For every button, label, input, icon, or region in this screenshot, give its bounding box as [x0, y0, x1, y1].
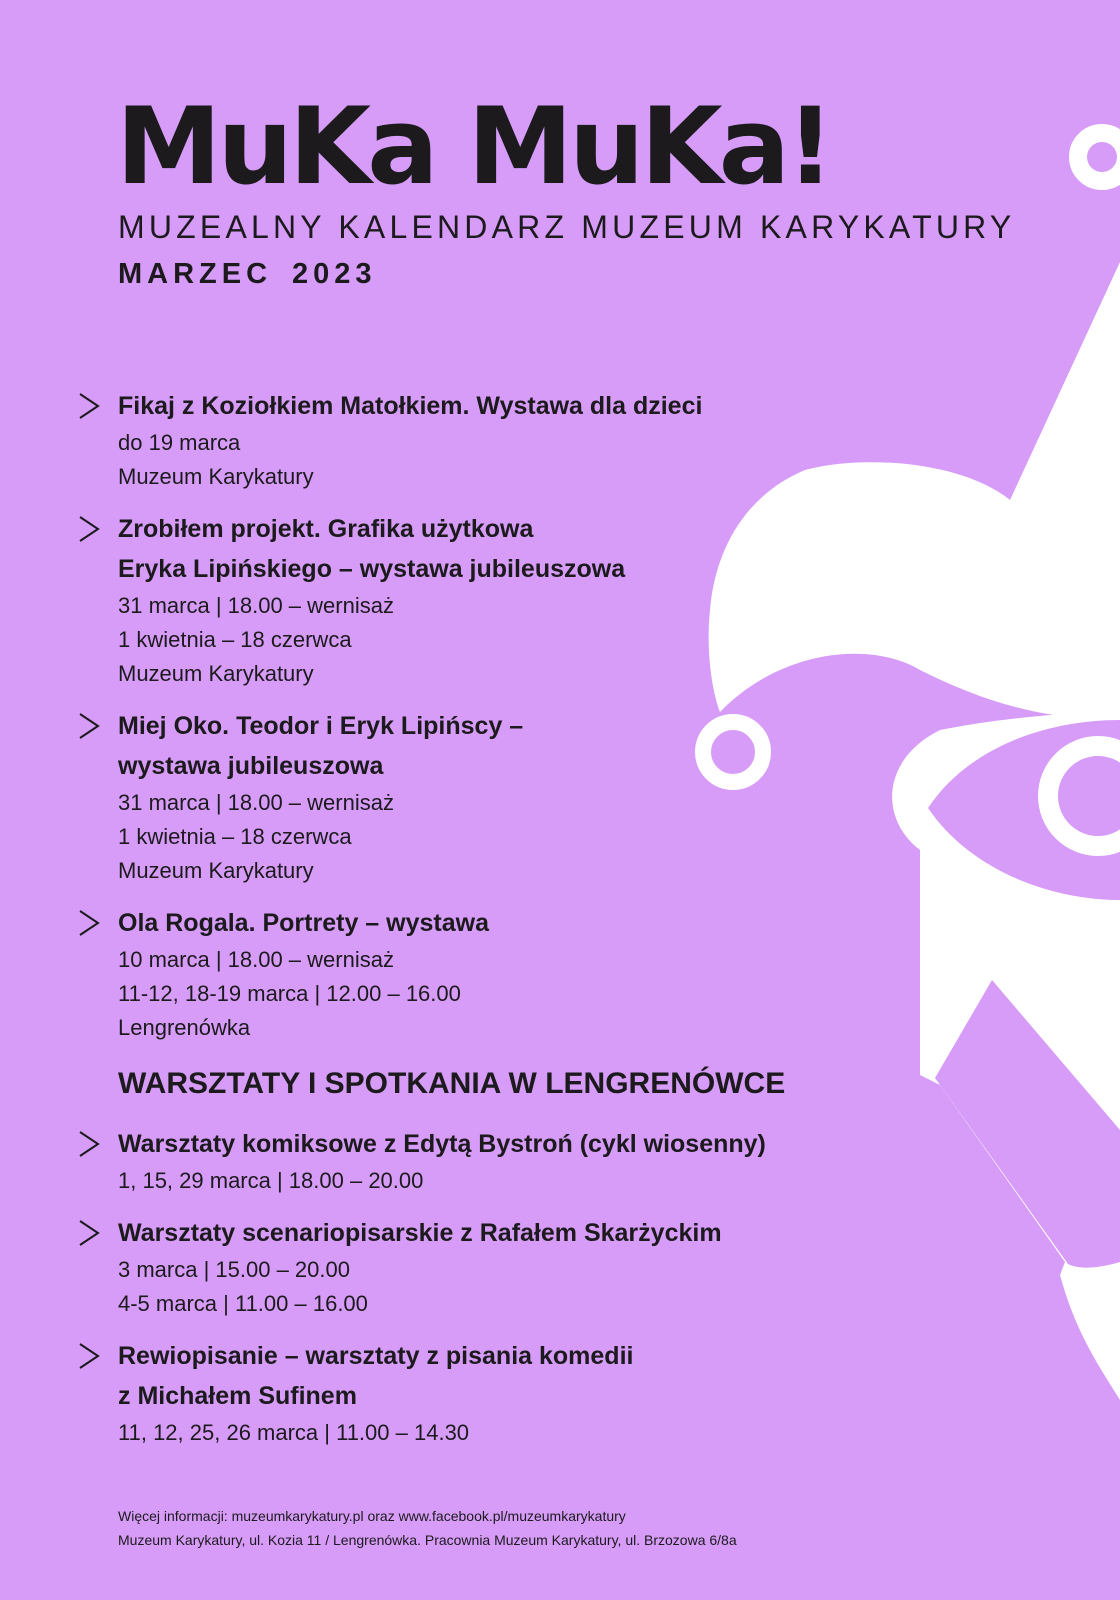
chevron-right-arrow-icon [78, 909, 100, 937]
event-title: Miej Oko. Teodor i Eryk Lipińscy – [118, 712, 524, 740]
exhibitions-list [118, 386, 878, 1060]
workshop-title: Warsztaty scenariopisarskie z Rafałem Skarżyckim [118, 1219, 722, 1247]
event-date: 11-12, 18-19 marca | 12.00 – 16.00 [118, 981, 461, 1006]
footer-more-info: Więcej informacji: muzeumkarykatury.pl oraz www.facebook.pl/muzeumkarykatury [118, 1508, 626, 1524]
event-item [118, 386, 878, 494]
event-opening: 31 marca | 18.00 – wernisaż [118, 790, 394, 815]
workshops-list [118, 1124, 878, 1465]
event-title: Ola Rogala. Portrety – wystawa [118, 909, 489, 937]
event-title: Fikaj z Koziołkiem Matołkiem. Wystawa dla dzieci [118, 392, 703, 420]
year-label: 2023 [292, 258, 377, 290]
workshop-schedule: 4-5 marca | 11.00 – 16.00 [118, 1291, 368, 1316]
chevron-right-arrow-icon [78, 515, 100, 543]
chevron-right-arrow-icon [78, 1219, 100, 1247]
event-venue: Lengrenówka [118, 1015, 251, 1040]
workshop-schedule: 11, 12, 25, 26 marca | 11.00 – 14.30 [118, 1420, 470, 1445]
event-date: 1 kwietnia – 18 czerwca [118, 627, 352, 652]
event-opening: 10 marca | 18.00 – wernisaż [118, 947, 394, 972]
event-venue: Muzeum Karykatury [118, 661, 314, 686]
event-title-line-2: wystawa jubileuszowa [118, 752, 384, 780]
workshops-heading: WARSZTATY I SPOTKANIA W LENGRENÓWCE [118, 1067, 786, 1100]
workshop-title-line-2: z Michałem Sufinem [118, 1382, 357, 1410]
month-year [118, 256, 377, 292]
workshop-title: Warsztaty komiksowe z Edytą Bystroń (cykl wiosenny) [118, 1130, 766, 1158]
event-opening: 31 marca | 18.00 – wernisaż [118, 593, 394, 618]
event-item [118, 706, 878, 888]
event-date: do 19 marca [118, 430, 241, 455]
footer-addresses: Muzeum Karykatury, ul. Kozia 11 / Lengrenówka. Pracownia Muzeum Karykatury, ul. Brzozowa 6/8a [118, 1532, 737, 1548]
poster-subtitle: MUZEALNY KALENDARZ MUZEUM KARYKATURY [118, 209, 1016, 245]
workshop-schedule: 3 marca | 15.00 – 20.00 [118, 1257, 350, 1282]
event-item [118, 509, 878, 691]
event-venue: Muzeum Karykatury [118, 858, 314, 883]
event-date: 1 kwietnia – 18 czerwca [118, 824, 352, 849]
chevron-right-arrow-icon [78, 392, 100, 420]
workshop-item [118, 1336, 878, 1450]
footer [118, 1504, 737, 1552]
chevron-right-arrow-icon [78, 1342, 100, 1370]
workshop-item [118, 1213, 878, 1321]
chevron-right-arrow-icon [78, 1130, 100, 1158]
event-item [118, 903, 878, 1045]
month-label: MARZEC [118, 258, 273, 290]
chevron-right-arrow-icon [78, 712, 100, 740]
event-venue: Muzeum Karykatury [118, 464, 314, 489]
event-title-line-2: Eryka Lipińskiego – wystawa jubileuszowa [118, 555, 626, 583]
workshop-title: Rewiopisanie – warsztaty z pisania komedii [118, 1342, 634, 1370]
jester-bell-top [1078, 133, 1120, 181]
workshop-schedule: 1, 15, 29 marca | 18.00 – 20.00 [118, 1168, 424, 1193]
event-title: Zrobiłem projekt. Grafika użytkowa [118, 515, 534, 543]
workshop-item [118, 1124, 878, 1198]
poster-title: MuKa MuKa! [116, 85, 831, 208]
